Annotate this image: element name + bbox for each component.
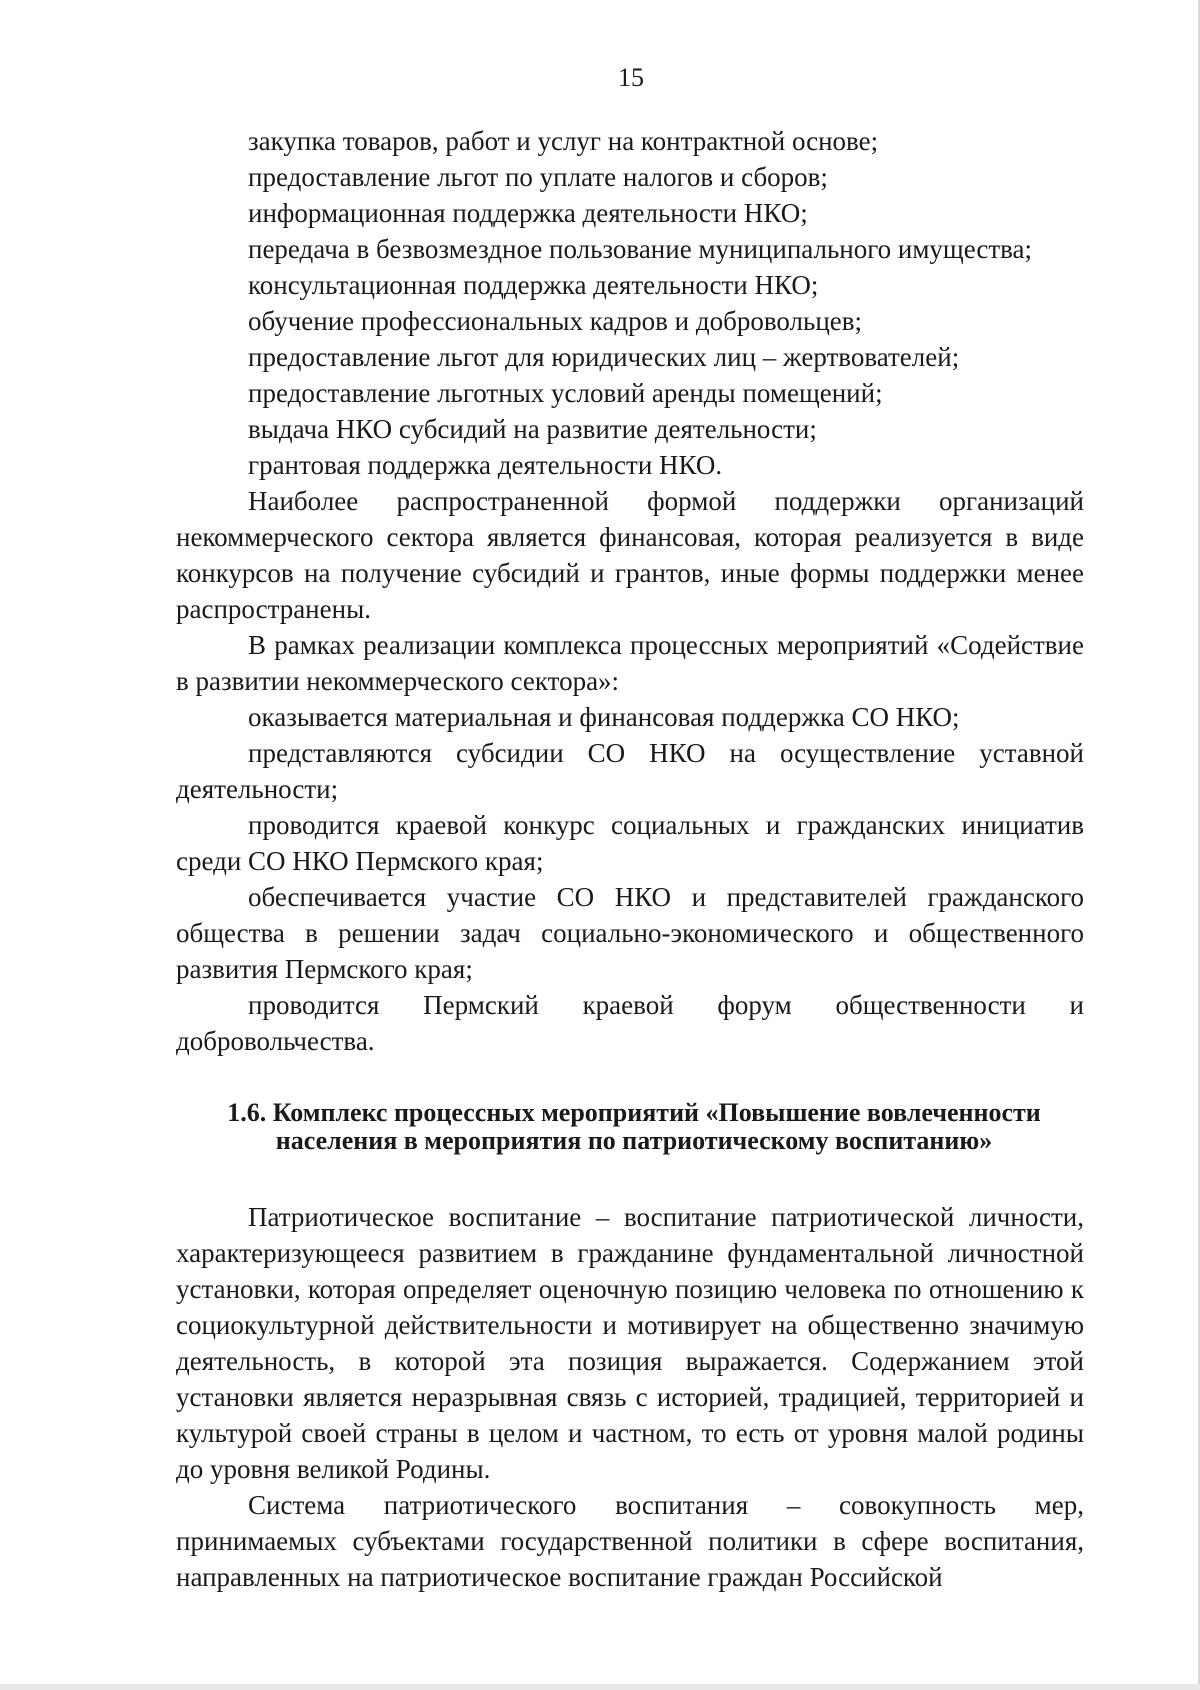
paragraph: Патриотическое воспитание – воспитание патриотической личности, характеризующееся развитием в гражданине фундаментальной личностной установки, которая определяет оценочную позицию человека по отношению к социокультурной действительности и мотивирует на общественно значимую деятельность, в которой эта позиция выражается. Содержанием этой установки является неразрывная связь с историей, традицией, территорией и культурой своей страны в целом и частном, то есть от уровня малой родины до уровня великой Родины. [176,1202,1084,1484]
list-item: предоставление льготных условий аренды помещений; [248,378,883,408]
list-item: предоставление льгот для юридических лиц – жертвователей; [248,342,960,372]
list-item: консультационная поддержка деятельности НКО; [248,270,819,300]
section-heading-line: населения в мероприятия по патриотическому воспитанию» [275,1126,993,1155]
paragraph: проводится Пермский краевой форум общественности и добровольчества. [176,990,1084,1056]
page-number: 15 [618,63,644,92]
list-item: информационная поддержка деятельности НКО; [248,198,808,228]
list-item: предоставление льгот по уплате налогов и сборов; [248,162,828,192]
paragraph: Наиболее распространенной формой поддержки организаций некоммерческого сектора является финансовая, которая реализуется в виде конкурсов на получение субсидий и грантов, иные формы поддержки менее распространены. [176,486,1084,624]
paragraph: проводится краевой конкурс социальных и гражданских инициатив среди СО НКО Пермского края; [176,810,1084,876]
list-item: закупка товаров, работ и услуг на контрактной основе; [248,126,879,156]
paragraph: представляются субсидии СО НКО на осуществление уставной деятельности; [176,738,1084,804]
list-item: выдача НКО субсидий на развитие деятельности; [248,414,817,444]
paragraph: Система патриотического воспитания – совокупность мер, принимаемых субъектами государственной политики в сфере воспитания, направленных на патриотическое воспитание граждан Российской [176,1490,1084,1592]
paragraph: В рамках реализации комплекса процессных мероприятий «Содействие в развитии некоммерческого сектора»: [176,630,1084,696]
list-item: обучение профессиональных кадров и добровольцев; [248,306,862,336]
section-heading-line: 1.6. Комплекс процессных мероприятий «Повышение вовлеченности [227,1098,1041,1127]
spacer [176,1155,1084,1199]
list-item: грантовая поддержка деятельности НКО. [248,450,723,480]
section-heading [176,1099,1084,1155]
spacer [176,1059,1084,1099]
paragraph: оказывается материальная и финансовая поддержка СО НКО; [248,702,960,732]
scan-edge-bottom [0,1684,1200,1690]
list-item: передача в безвозмездное пользование муниципального имущества; [248,234,1033,264]
paragraph: обеспечивается участие СО НКО и представителей гражданского общества в решении задач социально-экономического и общественного развития Пермского края; [176,882,1084,984]
page-body [176,123,1084,1595]
